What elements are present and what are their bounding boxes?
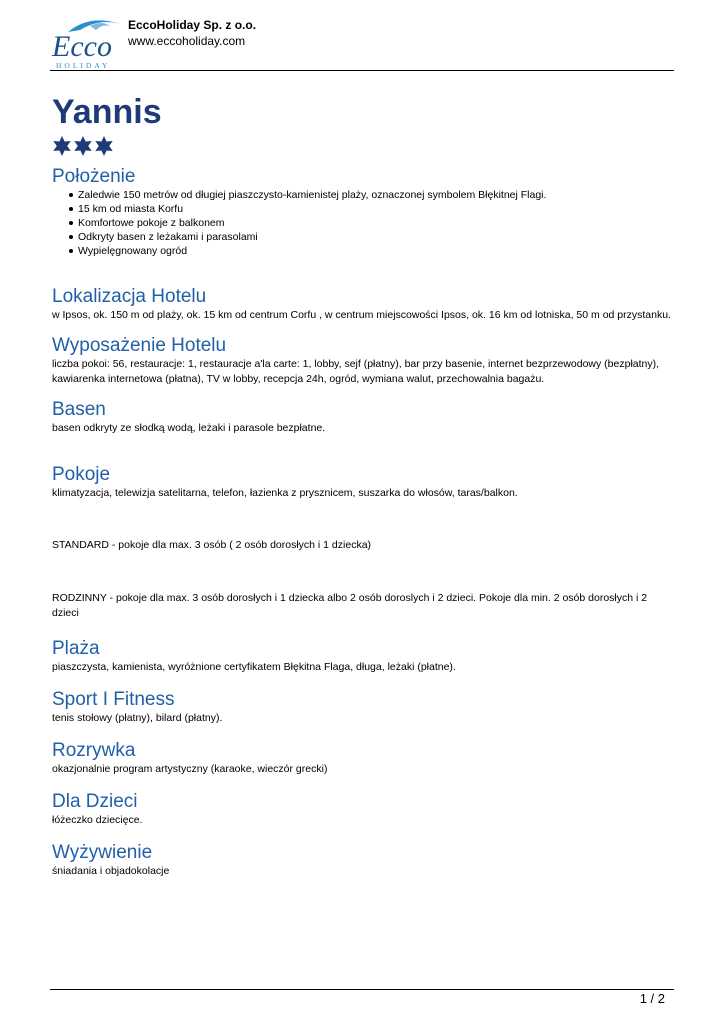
section-text: okazjonalnie program artystyczny (karaoke, wieczór grecki): [52, 763, 328, 775]
company-url: www.eccoholiday.com: [128, 34, 246, 48]
room-type-standard: STANDARD - pokoje dla max. 3 osób ( 2 osób dorosłych i 1 dziecka): [52, 539, 372, 551]
section-wyposazenie: [52, 335, 676, 387]
star-icon: [73, 136, 93, 156]
section-title: Wyposażenie Hotelu: [52, 335, 227, 356]
section-title: Basen: [52, 399, 106, 420]
section-text: w Ipsos, ok. 150 m od plaży, ok. 15 km od centrum Corfu , w centrum miejscowości Ipsos, ok. 16 km od lotniska, 50 m od przystanku.: [52, 309, 671, 321]
section-polozenie: [52, 166, 676, 258]
svg-text:Ecco: Ecco: [52, 30, 112, 63]
document-body: [52, 92, 676, 879]
list-item: Zaledwie 150 metrów od długiej piaszczysto-kamienistej plaży, oznaczonej symbolem Błękitnej Flagi.: [78, 188, 676, 202]
star-icon: [94, 136, 114, 156]
page-number: 1 / 2: [639, 991, 665, 1006]
section-rozrywka: [52, 740, 676, 777]
feature-list: [52, 188, 676, 258]
section-title: Plaża: [52, 638, 100, 659]
section-title: Dla Dzieci: [52, 791, 138, 812]
section-title: Położenie: [52, 166, 136, 187]
hotel-title: Yannis: [52, 93, 162, 131]
footer-divider: [50, 989, 674, 990]
company-name: EccoHoliday Sp. z o.o.: [128, 18, 257, 32]
section-title: Lokalizacja Hotelu: [52, 286, 207, 307]
section-title: Pokoje: [52, 464, 111, 485]
section-basen: [52, 399, 676, 436]
list-item: Odkryty basen z leżakami i parasolami: [78, 230, 676, 244]
section-text: piaszczysta, kamienista, wyróżnione certyfikatem Błękitna Flaga, długa, leżaki (płatne).: [52, 661, 456, 673]
section-text: klimatyzacja, telewizja satelitarna, telefon, łazienka z prysznicem, suszarka do włosów, taras/balkon.: [52, 487, 518, 499]
list-item: 15 km od miasta Korfu: [78, 202, 676, 216]
list-item: Komfortowe pokoje z balkonem: [78, 216, 676, 230]
section-title: Wyżywienie: [52, 842, 153, 863]
section-sport: [52, 689, 676, 726]
section-plaza: [52, 638, 676, 675]
section-lokalizacja: [52, 286, 676, 323]
section-title: Rozrywka: [52, 740, 136, 761]
section-text: tenis stołowy (płatny), bilard (płatny).: [52, 712, 223, 724]
section-text: liczba pokoi: 56, restauracje: 1, restauracje a'la carte: 1, lobby, sejf (płatny), bar przy basenie, internet bezprzewodowy (bezpłatny), kawiarenka internetowa (płatna), TV w lobby, recepcja 24h, ogród, wymiana walut, przechowalnia bagażu.: [52, 358, 660, 385]
star-icon: [52, 136, 72, 156]
page-header: [50, 14, 674, 72]
room-type-rodzinny: RODZINNY - pokoje dla max. 3 osób dorosłych i 1 dziecka albo 2 osób doroslych i 2 dzieci. Pokoje dla min. 2 osób dorosłych i 2 dzieci: [52, 592, 648, 619]
hotel-star-rating: [52, 136, 676, 158]
section-text: śniadania i objadokolacje: [52, 865, 170, 877]
header-divider: [50, 70, 674, 71]
section-title: Sport I Fitness: [52, 689, 175, 710]
section-text: basen odkryty ze słodką wodą, leżaki i parasole bezpłatne.: [52, 422, 326, 434]
list-item: Wypielęgnowany ogród: [78, 244, 676, 258]
section-text: łóżeczko dziecięce.: [52, 814, 143, 826]
svg-text:HOLIDAY: HOLIDAY: [56, 61, 111, 70]
ecco-holiday-logo: [50, 14, 122, 70]
section-dzieci: [52, 791, 676, 828]
section-wyzywienie: [52, 842, 676, 879]
section-pokoje: [52, 464, 676, 621]
